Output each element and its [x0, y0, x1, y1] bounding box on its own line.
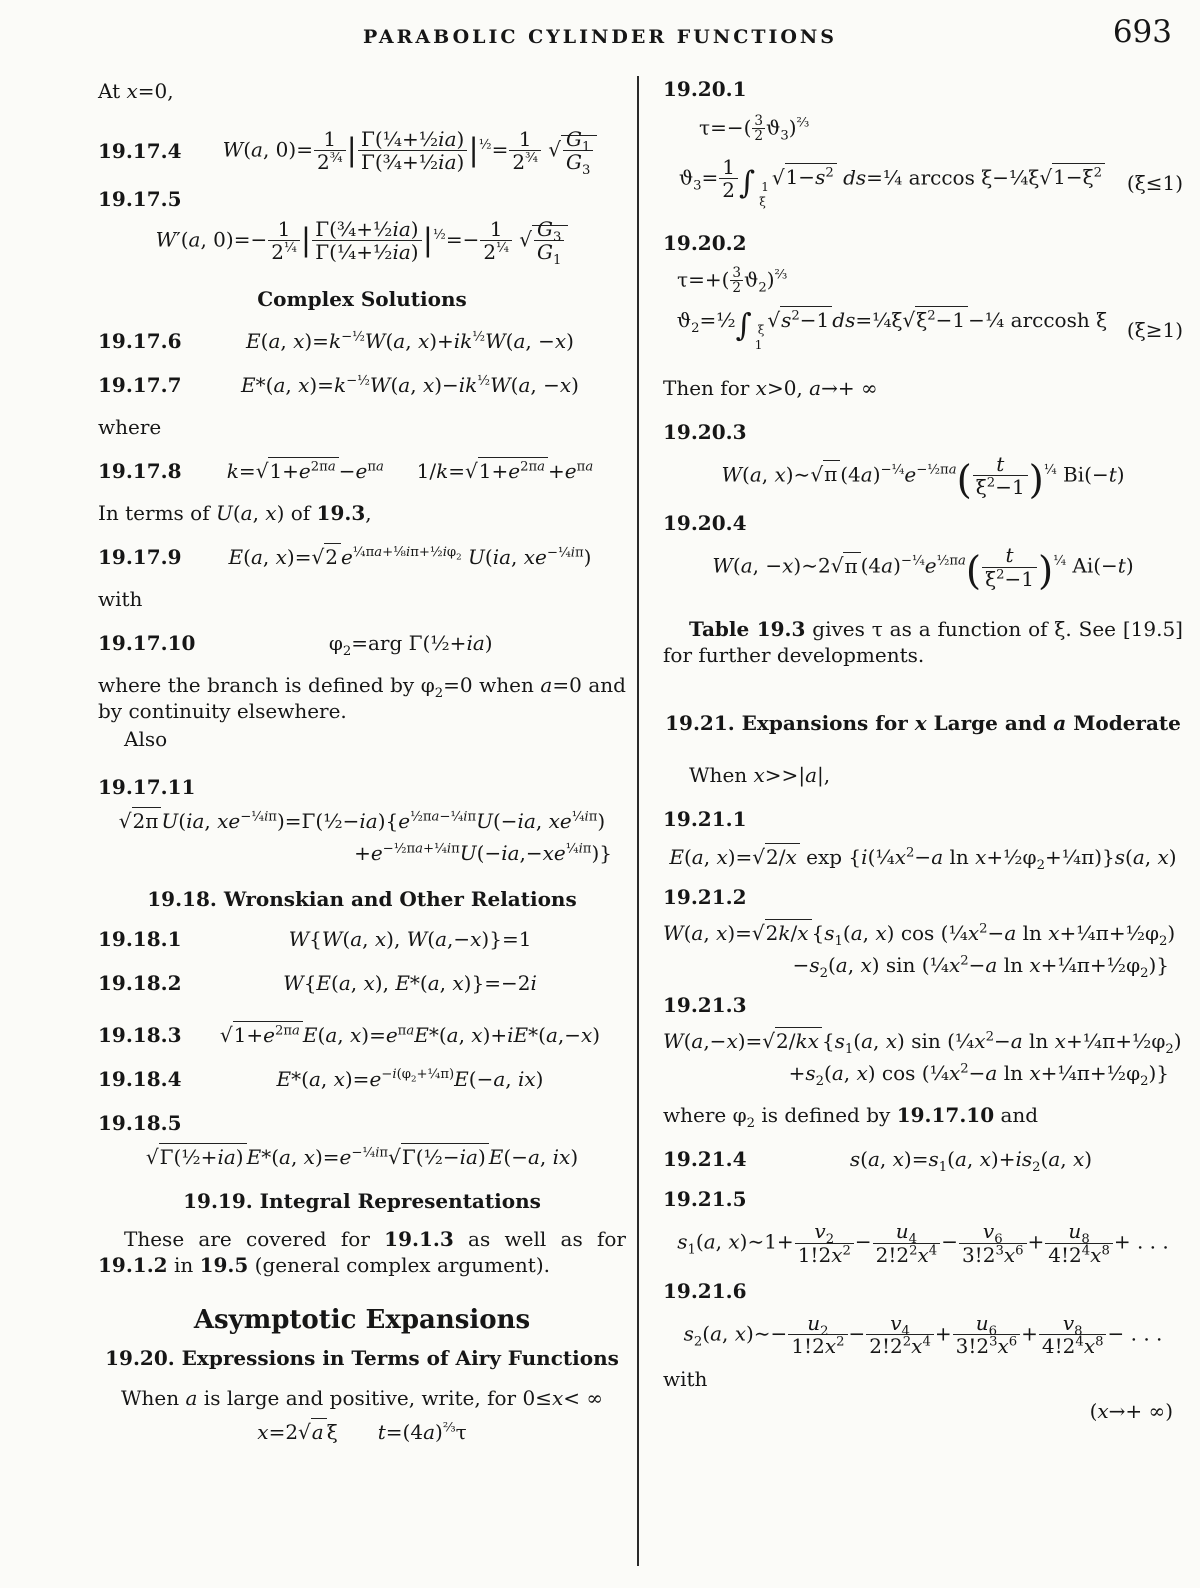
equation-19-18-2	[98, 970, 626, 996]
equation-19-21-4	[663, 1146, 1183, 1176]
equation-19-20-1-theta	[663, 156, 1183, 210]
equation: W{E(a, x), E*(a, x)}=−2i	[283, 970, 537, 995]
equation-19-17-11-line2: $+e^{-\frac{1}{2}\pi a+\frac{1}{4}i\pi}U(-ia,-xe^{\frac{1}{4}i\pi})$}	[354, 840, 612, 865]
equation-number: 19.20.1	[663, 77, 747, 101]
connector-text: where $\varphi_2$ is defined by 19.17.10 and	[663, 1103, 1039, 1132]
left-column	[98, 76, 626, 1445]
section-19-20-text: When a is large and positive, write, for 0≤x< ∞	[120, 1386, 604, 1411]
equation-19-17-5: W′(a, 0)=− $\frac{1}{2^{\frac{1}{4}}}$ | $\frac{\text{Γ(¾+½ia)}}{\text{Γ(¼+½ia)}}$ $|^{\frac{1}{2}}=-$ $\frac{1}{2^{\frac{1}{4}}}$ √ $\frac{G_3}{G_1}$	[98, 218, 626, 264]
equation-19-20-2-tau: τ=+( $\frac{3}{2}$ $ϑ_2)^{\frac{2}{3}}$	[677, 264, 788, 296]
equation-number: 19.18.4	[98, 1066, 182, 1091]
equation-number: 19.17.7	[98, 372, 182, 397]
equation: $1/k=√1+e^{2\pi a} +e^{\pi a}$	[416, 458, 594, 483]
equation: E*(a, $x)=k^{-\frac{1}{2}}W(a$, $x)-ik^{\frac{1}{2}}W(a$, −x)	[241, 372, 579, 397]
equation: E(a, x)=√2 $e^{\frac{1}{4}\pi a+\frac{1}{8}i\pi+\frac{1}{2}i\varphi_2}$ U(ia, $xe^{-\frac{1}{4}i\pi}$)	[228, 544, 592, 569]
equation-19-17-10	[98, 630, 626, 659]
equation-number: 19.17.6	[98, 328, 182, 353]
equation-19-18-5: √Γ(½+ia) E*(a, $x)=e^{-\frac{1}{4}i\pi}√\Gamma(\frac{1}{2}-ia)$ E(−a, ix)	[145, 1144, 579, 1169]
connector-text: Then for x>0, a→+ ∞	[663, 375, 878, 400]
equation: $√1+e^{2\pi a}$ E(a, $x)=e^{\pi a}E*(a$, x)+iE*(a,−x)	[219, 1022, 601, 1047]
connector-text: where	[98, 414, 162, 439]
equation: $k=√1+e^{2\pi a} -e^{\pi a}$	[226, 458, 384, 483]
equation-19-18-1	[98, 926, 626, 952]
equation-number: 19.21.2	[663, 885, 747, 910]
section-heading-19-20: 19.20. Expressions in Terms of Airy Functions	[105, 1346, 619, 1371]
equation: W{W(a, x), W(a,−x)}=1	[288, 926, 532, 951]
equation-19-18-3	[98, 1022, 626, 1048]
equation-number: 19.17.5	[98, 186, 182, 211]
section-heading-19-19: 19.19. Integral Representations	[183, 1188, 541, 1213]
equation-19-21-2-line2: $-s_2(a$, x) $\sin (\frac{1}{4}x^2-a$ $\ln x+\frac{1}{4}\pi+\frac{1}{2}\varphi_2$)}	[792, 953, 1169, 982]
equation: $ϑ_2=\frac{1}{2}\int$ ξ 1 $√s^2-1$ $ds=\frac{1}{4}\xi√\xi^2-1$ −¼ arccosh ξ	[676, 307, 1108, 352]
connector-text: In terms of U(a, x) of 19.3,	[98, 500, 372, 525]
section-heading-19-21: 19.21. Expansions for x Large and a Moderate	[665, 711, 1181, 736]
equation-number: 19.17.9	[98, 544, 182, 569]
equation-19-17-8	[98, 458, 626, 484]
page-number: 693	[1112, 14, 1172, 50]
equation-19-21-3-line1: W(a,−x)=√2/kx {$s_1(a$, x) $\sin (\frac{1}{4}x^2-a$ $\ln x+\frac{1}{4}\pi+\frac{1}{2}\varphi_2$)	[663, 1029, 1182, 1058]
section-19-19-text: These are covered for 19.1.3 as well as for 19.1.2 in 19.5 (general complex argument).	[98, 1226, 626, 1277]
intro-text: At x=0,	[98, 79, 174, 103]
equation-number: 19.20.2	[663, 230, 747, 255]
branch-note: where the branch is defined by $\varphi_2=0$ when a=0 and by continuity elsewhere.	[98, 672, 626, 723]
substitution-equations: x=2√a ξ $t=(4a)^{\frac{2}{3}}\tau$	[257, 1420, 467, 1445]
equation-number: 19.21.1	[663, 807, 747, 832]
condition: (ξ≤1)	[1126, 170, 1183, 195]
equation-number: 19.21.6	[663, 1278, 747, 1303]
equation-19-21-1: E(a, x)=√2/x $\exp \{i(\frac{1}{4}x^2-a$ $\ln x+\frac{1}{2}\varphi_2+\frac{1}{4}\pi)\}s(a$, x)	[669, 845, 1177, 874]
equation-number: 19.18.5	[98, 1110, 182, 1135]
table-19-3-note: Table 19.3 gives τ as a function of ξ. See [19.5] for further developments.	[663, 617, 1183, 668]
equation-19-20-1-tau: τ=−( $\frac{3}{2}$ $ϑ_3)^{\frac{2}{3}}$	[699, 113, 810, 145]
connector-text: with	[663, 1366, 708, 1391]
subsection-heading-complex-solutions: Complex Solutions	[257, 286, 467, 311]
equation-number: 19.17.10	[98, 630, 196, 655]
equation-19-17-4	[98, 127, 626, 179]
equation-number: 19.17.4	[98, 138, 182, 163]
part-heading-asymptotic-expansions: Asymptotic Expansions	[193, 1304, 531, 1335]
equation-19-17-7	[98, 372, 626, 398]
equation: s(a, $x)=s_1(a$, $x)+is_2(a$, x)	[849, 1147, 1093, 1176]
equation-19-20-2-theta	[663, 307, 1183, 353]
equation-number: 19.18.2	[98, 970, 182, 995]
page-running-title: PARABOLIC CYLINDER FUNCTIONS	[362, 26, 837, 48]
equation-number: 19.21.3	[663, 993, 747, 1018]
equation-19-17-11-line1: √2π U(ia, $xe^{-\frac{1}{4}i\pi})=\Gamma(\frac{1}{2}-ia)\{e^{\frac{1}{2}\pi a-\frac{1}{4}i\pi}U(-ia$, $xe^{\frac{1}{4}i\pi}$)	[118, 808, 606, 833]
condition: (ξ≥1)	[1126, 317, 1183, 342]
equation-19-17-6	[98, 328, 626, 354]
equation-19-21-6: $s_2(a$, x)∼− $\frac{u_2}{1!2x^2}$ − $\frac{v_4}{2!2^2x^4}$ + $\frac{u_6}{3!2^3x^6}$ + $\frac{v_8}{4!2^4x^8}$ − . . .	[683, 1310, 1163, 1359]
column-divider	[637, 76, 639, 1566]
equation-19-20-4: W(a, −x)∼2√π $(4a)^{-\frac{1}{4}}e^{\frac{1}{2}\pi a}$( $\frac{t}{\xi^2-1}$ )$^{\frac{1}{4}}$ Ai(−t)	[712, 543, 1134, 595]
equation: $\varphi_2=arg$ Γ(½+ia)	[328, 630, 493, 659]
equation: W(a, 0)= $\frac{1}{2^{\frac{3}{4}}}$ | $\frac{\text{Γ(¼+½ia)}}{\text{Γ(¾+½ia)}}$ $|^{\frac{1}{2}}=$ $\frac{1}{2^{\frac{3}{4}}}$ √ $\frac{G_1}{G_3}$	[194, 128, 626, 174]
equation-number: 19.18.3	[98, 1022, 182, 1047]
limit-condition: (x→+ ∞)	[1089, 1398, 1173, 1423]
equation-19-18-4	[98, 1066, 626, 1092]
equation-19-21-2-line1: W(a, x)=√2k/x {$s_1(a$, x) $\cos (\frac{1}{4}x^2-a$ $\ln x+\frac{1}{4}\pi+\frac{1}{2}\varphi_2$)	[663, 921, 1176, 950]
equation-number: 19.20.3	[663, 419, 747, 444]
equation-number: 19.17.8	[98, 458, 182, 483]
connector-text: Also	[124, 726, 168, 751]
equation-number: 19.18.1	[98, 926, 182, 951]
right-column	[663, 76, 1183, 1424]
equation-19-17-9	[98, 544, 626, 570]
equation: E(a, $x)=k^{-\frac{1}{2}}W(a$, $x)+ik^{\frac{1}{2}}W(a$, −x)	[246, 328, 574, 353]
equation-number: 19.20.4	[663, 511, 747, 536]
equation-19-21-5: $s_1(a$, x)∼1+ $\frac{v_2}{1!2x^2}$ − $\frac{u_4}{2!2^2x^4}$ − $\frac{v_6}{3!2^3x^6}$ + $\frac{u_8}{4!2^4x^8}$ + . . .	[677, 1219, 1169, 1267]
equation-19-21-3-line2: $+s_2(a$, x) $\cos (\frac{1}{4}x^2-a$ $\ln x+\frac{1}{4}\pi+\frac{1}{2}\varphi_2$)}	[788, 1061, 1169, 1090]
connector-text: When x>>|a|,	[689, 763, 831, 788]
connector-text: with	[98, 586, 143, 611]
equation-number: 19.17.11	[98, 774, 196, 799]
equation: $ϑ_3=$ $\frac{1}{2}$ ∫ 1 ξ $√1-s^2$ ds=¼ $\arccos \xi-\frac{1}{4}\xi√1-\xi^2$	[663, 156, 1121, 210]
equation-19-20-3: W(a, x)∼√π $(4a)^{-\frac{1}{4}}e^{-\frac{1}{2}\pi a}$( $\frac{t}{\xi^2-1}$ )$^{\frac{1}{4}}$ Bi(−t)	[721, 451, 1125, 503]
section-heading-19-18: 19.18. Wronskian and Other Relations	[147, 886, 577, 911]
equation: E*(a, $x)=e^{-i(\varphi_2+\frac{1}{4}\pi)}E(-a$, ix)	[276, 1066, 544, 1091]
equation-number: 19.21.4	[663, 1147, 747, 1172]
equation-number: 19.21.5	[663, 1187, 747, 1212]
